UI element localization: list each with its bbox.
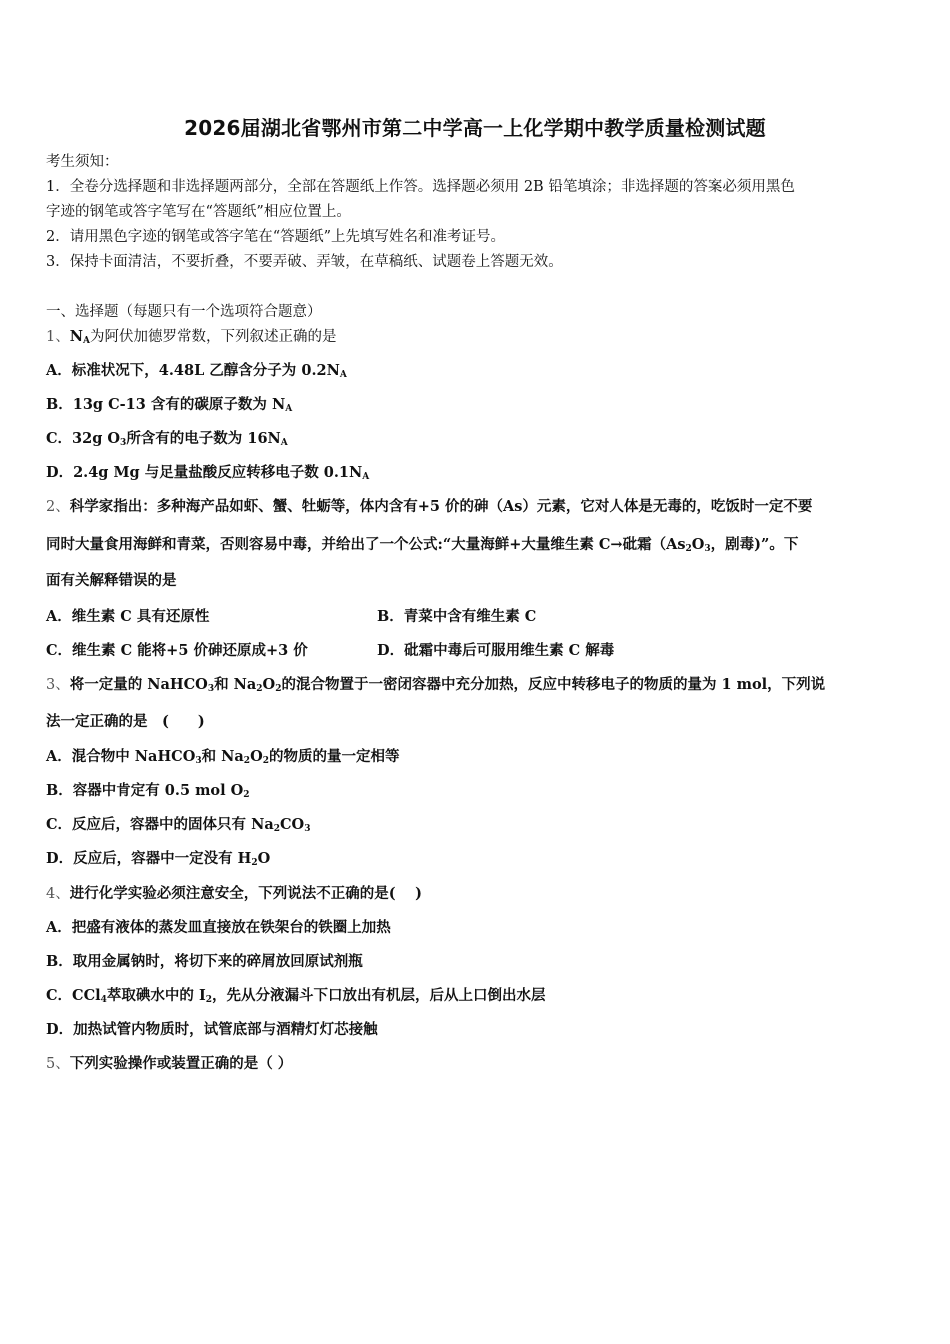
question-1-option-b: B．13g C-13 含有的碳原子数为 $N_A$ (46, 396, 293, 414)
question-4-option-d: D．加热试管内物质时，试管底部与酒精灯灯芯接触 (46, 1021, 378, 1038)
question-3-stem-line-2: 法一定正确的是 ( ) (46, 713, 205, 730)
question-number: 5、 (46, 1056, 70, 1072)
question-2-stem-line-3: 面有关解释错误的是 (46, 572, 177, 589)
notice-item-2: 2．请用黑色字迹的钢笔或答字笔在“答题纸”上先填写姓名和准考证号。 (46, 229, 506, 245)
question-5-stem: 5、下列实验操作或装置正确的是（ ） (46, 1055, 293, 1072)
section-heading: 一、选择题（每题只有一个选项符合题意） (46, 304, 322, 320)
question-2-option-b: B．青菜中含有维生素 C (377, 608, 537, 625)
question-2-option-c: C．维生素 C 能将+5 价砷还原成+3 价 (46, 642, 308, 659)
question-1-option-c: C．32g $O_3$所含有的电子数为 $16N_A$ (46, 430, 288, 448)
question-3-option-c: C．反应后，容器中的固体只有 $Na_2CO_3$ (46, 816, 311, 834)
question-3-option-d: D．反应后，容器中一定没有 $H_2O$ (46, 850, 271, 868)
question-4-stem: 4、进行化学实验必须注意安全，下列说法不正确的是( ) (46, 885, 423, 902)
question-3-option-a: A．混合物中 NaHCO$_3$和 $Na_2O_2$的物质的量一定相等 (46, 748, 400, 766)
page-title: 2026届湖北省鄂州市第二中学高一上化学期中教学质量检测试题 (184, 116, 766, 140)
question-1-stem: 1、$N_A$为阿伏加德罗常数，下列叙述正确的是 (46, 328, 337, 346)
question-4-option-b: B．取用金属钠时，将切下来的碎屑放回原试剂瓶 (46, 953, 363, 970)
question-2-option-a: A．维生素 C 具有还原性 (46, 608, 210, 625)
question-2-stem-line-2: 同时大量食用海鲜和青菜，否则容易中毒，并给出了一个公式:“大量海鲜+大量维生素 C→砒霜（$As_2O_3$，剧毒)”。下 (46, 536, 799, 554)
question-4-option-c: C．CCl$_4$萃取碘水中的 $I_2$，先从分液漏斗下口放出有机层，后从上口倒出水层 (46, 987, 546, 1005)
question-number: 2、 (46, 499, 70, 515)
question-3-option-b: B．容器中肯定有 0.5 mol $O_2$ (46, 782, 250, 800)
question-1-option-a: A．标准状况下，4.48L 乙醇含分子为 $0.2N_A$ (46, 362, 347, 380)
notice-item-1-line-2: 字迹的钢笔或答字笔写在“答题纸”相应位置上。 (46, 204, 351, 220)
question-3-stem-line-1: 3、将一定量的 NaHCO$_3$和 $Na_2O_2$的混合物置于一密闭容器中充分加热，反应中转移电子的物质的量为 1 mol，下列说 (46, 676, 826, 694)
question-number: 3、 (46, 677, 70, 693)
notice-item-3: 3．保持卡面清洁，不要折叠，不要弄破、弄皱，在草稿纸、试题卷上答题无效。 (46, 254, 563, 270)
question-number: 4、 (46, 886, 70, 902)
notice-heading: 考生须知： (46, 154, 119, 170)
question-1-option-d: D．2.4g Mg 与足量盐酸反应转移电子数 $0.1N_A$ (46, 464, 370, 482)
question-2-stem-line-1: 2、科学家指出：多种海产品如虾、蟹、牡蛎等，体内含有+5 价的砷（As）元素，它对人体是无毒的，吃饭时一定不要 (46, 498, 813, 515)
question-2-option-d: D．砒霜中毒后可服用维生素 C 解毒 (377, 642, 615, 659)
question-4-option-a: A．把盛有液体的蒸发皿直接放在铁架台的铁圈上加热 (46, 919, 391, 936)
notice-item-1-line-1: 1．全卷分选择题和非选择题两部分，全部在答题纸上作答。选择题必须用 2B 铅笔填涂；非选择题的答案必须用黑色 (46, 179, 795, 195)
question-number: 1、 (46, 329, 70, 345)
